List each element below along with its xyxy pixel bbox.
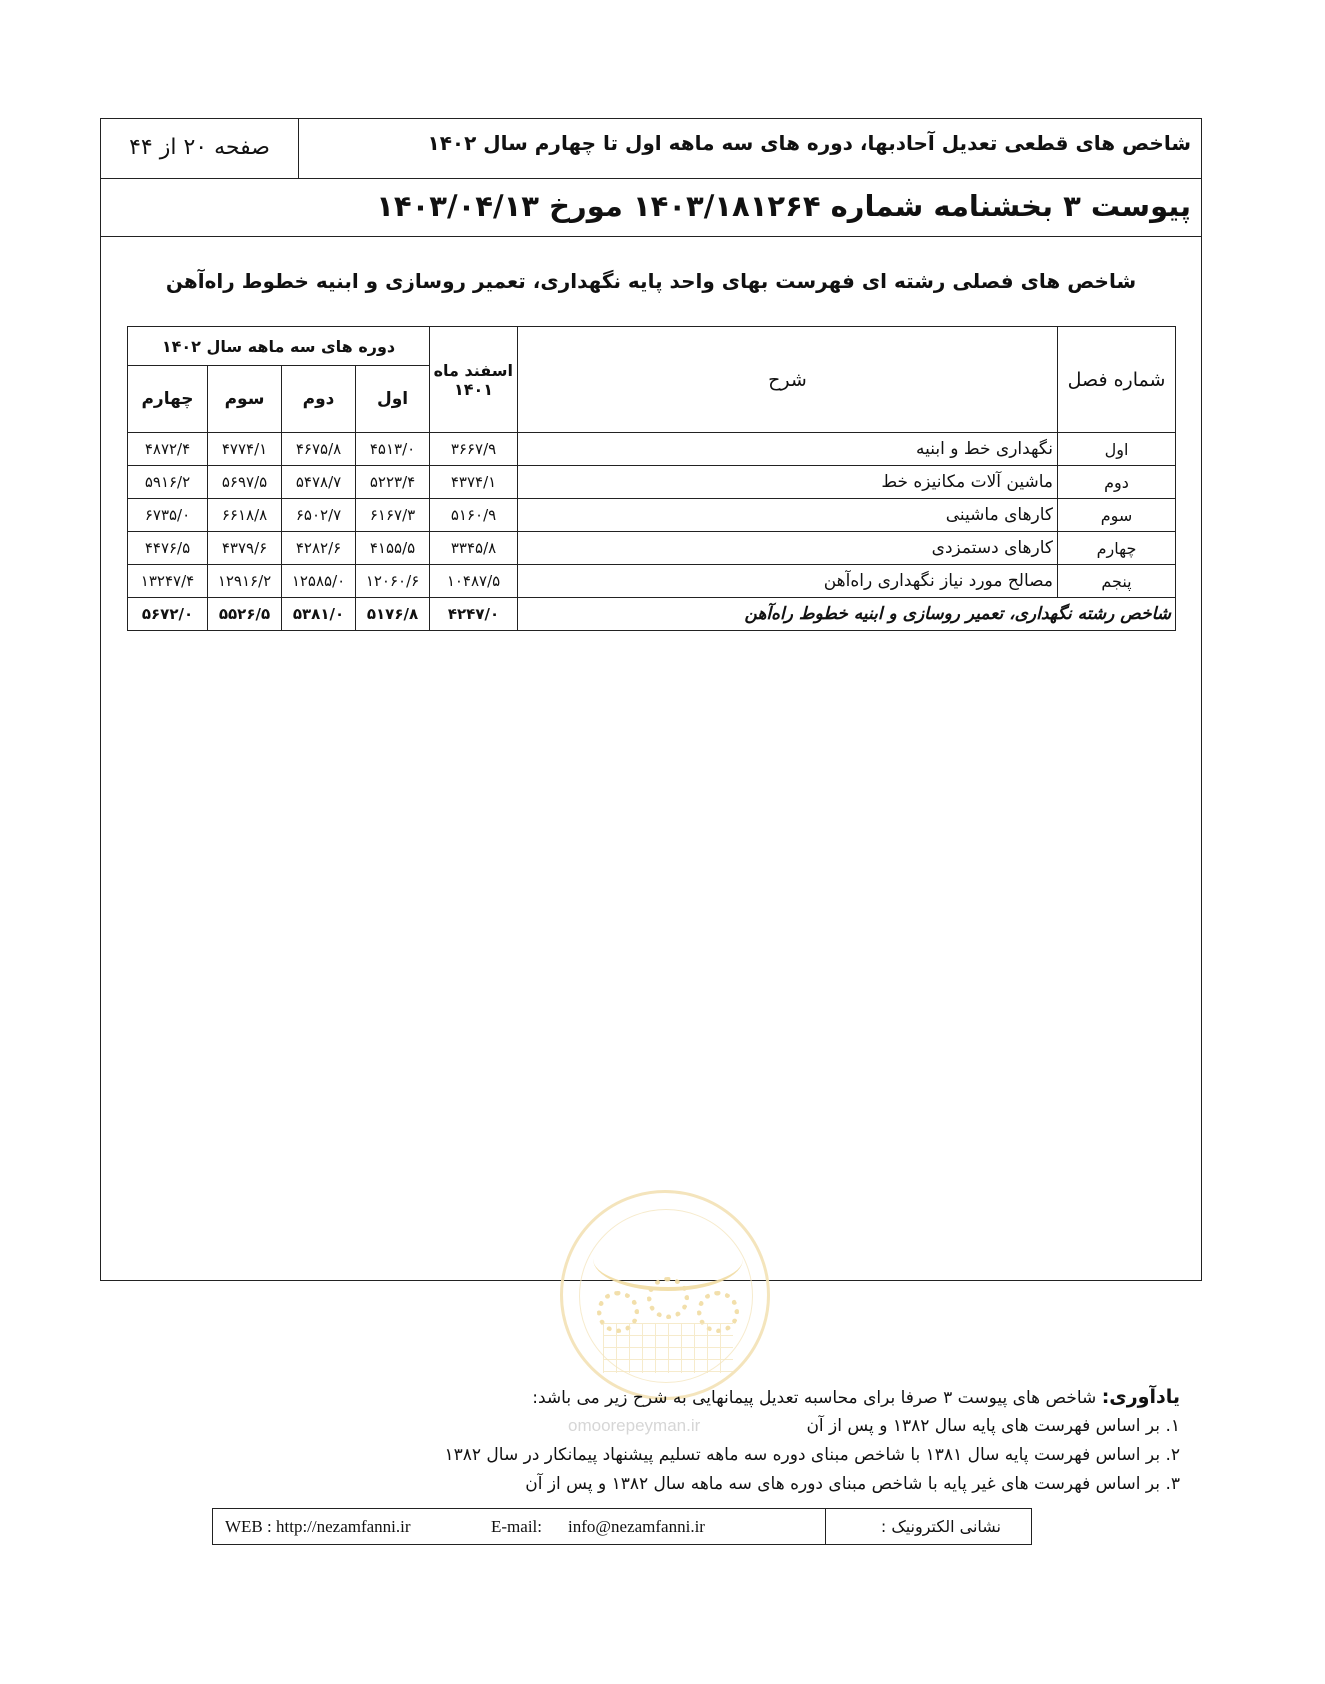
watermark-url: omoorepeyman.ir: [568, 1416, 701, 1435]
q2-cell: ۴۶۷۵/۸: [282, 433, 356, 466]
q1-cell: ۴۵۱۳/۰: [356, 433, 430, 466]
footer-box: [212, 1508, 1032, 1545]
header-q2: دوم: [282, 366, 356, 433]
description-cell: کارهای دستمزدی: [518, 532, 1058, 565]
subtitle-row: [101, 179, 1201, 237]
document-frame: [100, 118, 1202, 1281]
q2-cell: ۶۵۰۲/۷: [282, 499, 356, 532]
header-q3: سوم: [208, 366, 282, 433]
table-total-row: [128, 598, 1176, 631]
footer-email: [491, 1517, 705, 1537]
description-cell: مصالح مورد نیاز نگهداری راه‌آهن: [518, 565, 1058, 598]
note-item: ۳. بر اساس فهرست های غیر پایه با شاخص مبنای دوره های سه ماهه سال ۱۳۸۲ و پس از آن: [525, 1474, 1180, 1494]
notes-heading: یادآوری:: [1101, 1386, 1180, 1408]
total-q4-cell: ۵۶۷۲/۰: [128, 598, 208, 631]
esfand-cell: ۴۳۷۴/۱: [430, 466, 518, 499]
header-periods-group: دوره های سه ماهه سال ۱۴۰۲: [128, 327, 430, 366]
esfand-cell: ۱۰۴۸۷/۵: [430, 565, 518, 598]
q1-cell: ۵۲۲۳/۴: [356, 466, 430, 499]
footer-web-link[interactable]: WEB : http://nezamfanni.ir: [225, 1517, 411, 1536]
table-title: شاخص های فصلی رشته ای فهرست بهای واحد پایه نگهداری، تعمیر روسازی و ابنیه خطوط راه‌آهن: [165, 269, 1137, 293]
q4-cell: ۴۸۷۲/۴: [128, 433, 208, 466]
chapter-cell: اول: [1058, 433, 1176, 466]
q2-cell: ۵۴۷۸/۷: [282, 466, 356, 499]
chapter-cell: پنجم: [1058, 565, 1176, 598]
notes-section: [420, 1383, 1180, 1499]
total-q1-cell: ۵۱۷۶/۸: [356, 598, 430, 631]
q4-cell: ۴۴۷۶/۵: [128, 532, 208, 565]
table-row: [128, 433, 1176, 466]
total-q2-cell: ۵۳۸۱/۰: [282, 598, 356, 631]
header-esfand: [430, 327, 518, 433]
note-item: ۲. بر اساس فهرست پایه سال ۱۳۸۱ با شاخص مبنای دوره سه ماهه تسلیم پیشنهاد پیمانکار در سال ۱۳۸۲: [444, 1445, 1180, 1465]
q1-cell: ۱۲۰۶۰/۶: [356, 565, 430, 598]
q4-cell: ۵۹۱۶/۲: [128, 466, 208, 499]
table-row: [128, 565, 1176, 598]
header-row: [101, 119, 1201, 179]
esfand-cell: ۳۳۴۵/۸: [430, 532, 518, 565]
chapter-cell: دوم: [1058, 466, 1176, 499]
header-description: شرح: [518, 327, 1058, 433]
table-row: [128, 499, 1176, 532]
header-q1: اول: [356, 366, 430, 433]
header-chapter-number: شماره فصل: [1058, 327, 1176, 433]
notes-intro: شاخص های پیوست ۳ صرفا برای محاسبه تعدیل پیمانهایی به شرح زیر می باشد:: [532, 1388, 1097, 1408]
esfand-cell: ۳۶۶۷/۹: [430, 433, 518, 466]
table-row: [128, 466, 1176, 499]
q2-cell: ۴۲۸۲/۶: [282, 532, 356, 565]
footer-email-label: E-mail:: [491, 1517, 542, 1536]
footer-label-cell: [825, 1509, 1031, 1544]
q4-cell: ۱۳۲۴۷/۴: [128, 565, 208, 598]
total-q3-cell: ۵۵۲۶/۵: [208, 598, 282, 631]
chapter-cell: سوم: [1058, 499, 1176, 532]
q3-cell: ۶۶۱۸/۸: [208, 499, 282, 532]
footer-email-address[interactable]: info@nezamfanni.ir: [567, 1517, 705, 1536]
esfand-cell: ۵۱۶۰/۹: [430, 499, 518, 532]
index-table: [127, 326, 1176, 631]
q3-cell: ۵۶۹۷/۵: [208, 466, 282, 499]
total-description-cell: شاخص رشته نگهداری، تعمیر روسازی و ابنیه خطوط راه‌آهن: [518, 598, 1176, 631]
q3-cell: ۴۳۷۹/۶: [208, 532, 282, 565]
total-esfand-cell: ۴۲۴۷/۰: [430, 598, 518, 631]
header-esfand-line2: ۱۴۰۱: [453, 379, 494, 399]
q3-cell: ۴۷۷۴/۱: [208, 433, 282, 466]
description-cell: نگهداری خط و ابنیه: [518, 433, 1058, 466]
q3-cell: ۱۲۹۱۶/۲: [208, 565, 282, 598]
header-esfand-line1: اسفند ماه: [433, 360, 514, 380]
q4-cell: ۶۷۳۵/۰: [128, 499, 208, 532]
document-subtitle: پیوست ۳ بخشنامه شماره ۱۴۰۳/۱۸۱۲۶۴ مورخ ۱۴۰۳/۰۴/۱۳: [376, 189, 1191, 223]
header-q4: چهارم: [128, 366, 208, 433]
document-title: شاخص های قطعی تعدیل آحادبها، دوره های سه ماهه اول تا چهارم سال ۱۴۰۲: [427, 131, 1191, 155]
note-item: ۱. بر اساس فهرست های پایه سال ۱۳۸۲ و پس از آن: [806, 1416, 1180, 1436]
page-number: صفحه ۲۰ از ۴۴: [101, 119, 299, 178]
q2-cell: ۱۲۵۸۵/۰: [282, 565, 356, 598]
table-row: [128, 532, 1176, 565]
q1-cell: ۴۱۵۵/۵: [356, 532, 430, 565]
description-cell: کارهای ماشینی: [518, 499, 1058, 532]
chapter-cell: چهارم: [1058, 532, 1176, 565]
q1-cell: ۶۱۶۷/۳: [356, 499, 430, 532]
watermark-logo-icon: [560, 1190, 770, 1400]
footer-address-label: نشانی الکترونیک :: [880, 1517, 1001, 1536]
description-cell: ماشین آلات مکانیزه خط: [518, 466, 1058, 499]
